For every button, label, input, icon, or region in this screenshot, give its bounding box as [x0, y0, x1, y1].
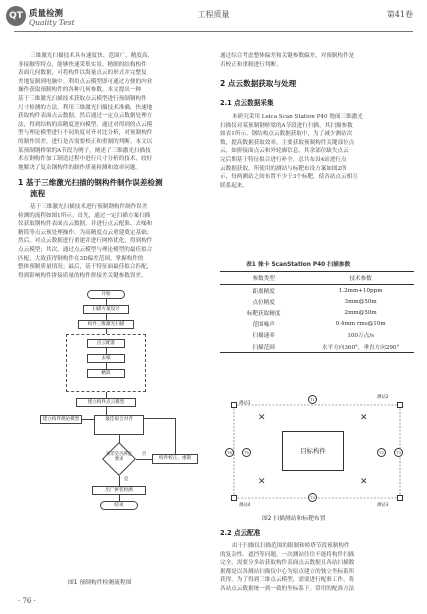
- table-row: [220, 330, 414, 341]
- text-line: 非接触等特点，能够快速采集实景、精细的结构构件: [18, 61, 147, 68]
- flow-theory-model: 建立构件理论模型: [40, 415, 82, 424]
- table-row: [220, 307, 414, 318]
- flow-simplify: 精简: [87, 369, 125, 378]
- target-cross-icon: ✕: [360, 477, 368, 487]
- figure-2-caption: 图2 扫描测站和标靶布置: [262, 516, 326, 522]
- text-line: 否校正和重制进行判断。: [220, 61, 282, 68]
- target-t3: T3: [394, 448, 403, 457]
- station-2-label: 测站2: [377, 395, 389, 400]
- flow-scan-plan: 扫描方案设计: [83, 305, 129, 314]
- table-cell: 标靶获取精度: [246, 310, 281, 317]
- text-line: 数，提高数据获取效率，主要获取预制构件关键部位点: [220, 139, 355, 146]
- table-header-row: [220, 272, 414, 285]
- text-line: 操作获取预制构件的各种几何参数。本文提出一种: [18, 87, 142, 94]
- journal-title: 工程质量: [197, 10, 230, 19]
- text-line: 通过综合考虑整体偏差和关键参数偏差，对预制构件是: [220, 53, 355, 59]
- text-line: 基于三维激光扫描技术进行预制钢构件制作误差: [30, 204, 148, 210]
- text-line: 据都是以各测站扫描仪中心为原点建立的独立坐标系所: [220, 568, 355, 575]
- target-cross-icon: ✕: [258, 477, 266, 487]
- text-line: 云数据获取，所使用的测站与标靶布设方案如图2所: [220, 165, 347, 172]
- figure-2-layout: [220, 392, 414, 510]
- target-cross-icon: ✕: [258, 413, 266, 423]
- text-line: 如表1所示。钢结构点云数据获取中，为了减少测站次: [220, 131, 353, 138]
- text-line: 三维激光扫描技术具有速度快、范围广、精度高、: [30, 53, 154, 59]
- table-cell: 100万点/s: [347, 333, 374, 340]
- text-line: 由于扫描仪扫描范围的限制和桥塔节段预制构件: [232, 543, 350, 549]
- station-2-marker: [397, 402, 403, 408]
- table-header-cell: 技术参数: [307, 272, 414, 285]
- intro-paragraph: [18, 52, 210, 172]
- target-t5: T5: [242, 448, 251, 457]
- table-cell: 扫描速率: [252, 333, 275, 340]
- text-line: 表面几何数据，可将构件以海量点云的形式并完整复: [18, 70, 147, 77]
- flow-end: 结束: [100, 501, 138, 510]
- target-t2: T2: [377, 448, 386, 457]
- flow-yes-label: 是: [123, 477, 129, 482]
- text-line: 匹配，大致获得钢构件在3D偏差范围，掌握构件的: [18, 255, 144, 262]
- section-name-english: Quality Test: [29, 18, 75, 27]
- scan-parameters-table: [220, 271, 414, 353]
- target-t4: T4: [308, 493, 317, 502]
- text-line: 云，如拼接面点云和外轮廓信息，其余部位缺失点云: [220, 148, 349, 155]
- heading-line: 流程: [30, 189, 46, 198]
- section-heading-2-2: 2.2 点云配准: [220, 529, 261, 537]
- table-header-cell: 参数类型: [220, 272, 307, 285]
- station-4-marker: [231, 495, 237, 501]
- section-name: 质量检测: [29, 9, 64, 19]
- text-line: 的复杂性、遮挡等问题，一次测站往往不能将构件扫描: [220, 551, 355, 558]
- table-cell: 水平方向360°，垂直方向290°: [307, 341, 414, 353]
- flow-registration: 点云配准: [87, 339, 125, 348]
- target-component: 目标构件: [282, 431, 344, 471]
- figure-1-flowchart: [40, 290, 200, 575]
- text-line: 本研究采用 Leica Scan Station P40 地面三维激光: [232, 114, 363, 120]
- flow-correct: 构件校正、重制: [152, 454, 198, 464]
- text-line: 扫描仪对某预制钢桥梁的A节段进行扫描，其扫描参数: [220, 122, 353, 129]
- running-header: [0, 0, 427, 40]
- flow-decision-label: 误差是否满足要求: [106, 452, 132, 463]
- table-cell: 点位精度: [252, 299, 275, 306]
- section-heading-1: [18, 177, 210, 199]
- text-line: 各站点云数据统一到一致的坐标系下。常用的配准方法: [220, 585, 355, 592]
- flow-field-scan: 构件三维激光扫描: [78, 320, 134, 329]
- station-1-label: 测站1: [239, 401, 251, 406]
- text-line: 点云模型；其次，通过点云模型与理论模型的最佳拟合: [18, 246, 153, 253]
- table-row: [220, 319, 414, 330]
- text-line: 精简等点云预处理操作，为高精度点云重建奠定基础；: [18, 229, 153, 236]
- text-line: 整体预制质量情况；最后，基于特征面最佳拟合匹配，: [18, 264, 153, 271]
- station-4-label: 测站4: [239, 503, 251, 508]
- figure-1-caption: 图1 预制构件检测流程图: [68, 580, 132, 586]
- journal-logo: QT: [6, 6, 26, 26]
- section-heading-2-1: 2.1 点云数据采集: [220, 99, 274, 107]
- table-cell: 1.2mm+10ppm: [338, 287, 383, 294]
- header-rule: [14, 31, 413, 32]
- table-1-caption: 表1 徕卡 ScanStation P40 扫描参数: [246, 262, 351, 268]
- text-line: 示，每两测站之间布置不少于3个标靶，使各站点云相互: [220, 174, 358, 181]
- table-cell: 2mm@50m: [344, 309, 377, 316]
- method-paragraph: [18, 203, 210, 280]
- text-line: 仪获取钢构件表面点云数据，并进行点云配准、去噪和: [18, 221, 153, 228]
- data-collection-paragraph: [220, 113, 414, 190]
- volume-number: 第41卷: [386, 10, 413, 19]
- station-1-marker: [231, 402, 237, 408]
- text-line: 检测的流程如图1所示。首先，通过一定扫描方案扫描: [18, 212, 151, 219]
- target-t6: T6: [225, 448, 234, 457]
- right-top-paragraph: [220, 52, 414, 69]
- text-line: 然后，对点云数据进行重建并进行网格优化，得到构件: [18, 238, 153, 245]
- station-3-label: 测站3: [377, 503, 389, 508]
- station-3-marker: [397, 495, 403, 501]
- text-line: 联系起来。: [220, 182, 248, 189]
- flow-best-fit: 最佳拟合对齐: [94, 415, 144, 435]
- flow-denoise: 去噪: [87, 354, 125, 363]
- registration-paragraph: [220, 542, 414, 594]
- text-line: 的制作误差，进行是否需要校正和重制的判断。本文以: [18, 138, 153, 145]
- flow-reconstruct: 建立构件点云模型: [76, 398, 136, 407]
- section-heading-2: 2 点云数据获取与处理: [220, 79, 297, 88]
- table-cell: 距离精度: [252, 288, 275, 295]
- table-row: [220, 285, 414, 297]
- text-line: 尺寸检测的方法，利用三维激光扫描技术准确、快速地: [18, 104, 153, 111]
- text-line: 获得。为了得到三维点云模型，需要进行配准工作，将: [220, 577, 355, 584]
- table-cell: 0.4mm rms@10m: [335, 321, 386, 328]
- page-number: · 76 ·: [18, 597, 36, 605]
- text-line: 型与理论模型进行不同角度对齐对比分析，对预制构件: [18, 130, 153, 137]
- text-line: 差地复制到电脑中。利用点云模型即可通过方便的内业: [18, 78, 153, 85]
- text-line: 地解决了复杂钢构件的制作质量检测和效率问题。: [18, 164, 142, 171]
- text-line: 完全，需要分多站获取构件表面点云数据且各站扫描数: [220, 560, 355, 567]
- table-row: [220, 296, 414, 307]
- text-line: 法，得到结构的高精度逆向模型，通过对得到的点云模: [18, 121, 153, 128]
- text-line: 术在钢构件加工制造过程中进行尺寸分析的技术，较好: [18, 156, 153, 163]
- text-line: 得到影响构件拼接质量的构件拼接差关键参数误差。: [18, 272, 147, 279]
- text-line: 完后期基于特征拟合进行补全。总共布设4站进行点: [220, 156, 347, 163]
- table-cell: 范围噪声: [252, 322, 275, 329]
- heading-line: 1 基于三维激光扫描的钢构件制作误差检测: [18, 178, 163, 187]
- text-line: 获取构件表面点云数据，然后通过一定点云数据处理方: [18, 113, 153, 120]
- table-cell: 3mm@50m: [344, 298, 377, 305]
- flow-export: 出厂拼装检测: [92, 486, 146, 495]
- flow-no-label: 否: [141, 452, 147, 457]
- table-cell: 扫描范围: [220, 341, 307, 353]
- target-t1: T1: [308, 395, 317, 404]
- table-row: [220, 341, 414, 353]
- target-cross-icon: ✕: [360, 413, 368, 423]
- flow-start: 开始: [87, 290, 125, 299]
- text-line: 某预制钢桥梁的A节段为例子，阐述了三维激光扫描技: [18, 147, 151, 154]
- text-line: 基于三维激光扫描技术获取点云模型进行预制钢构件: [18, 95, 147, 102]
